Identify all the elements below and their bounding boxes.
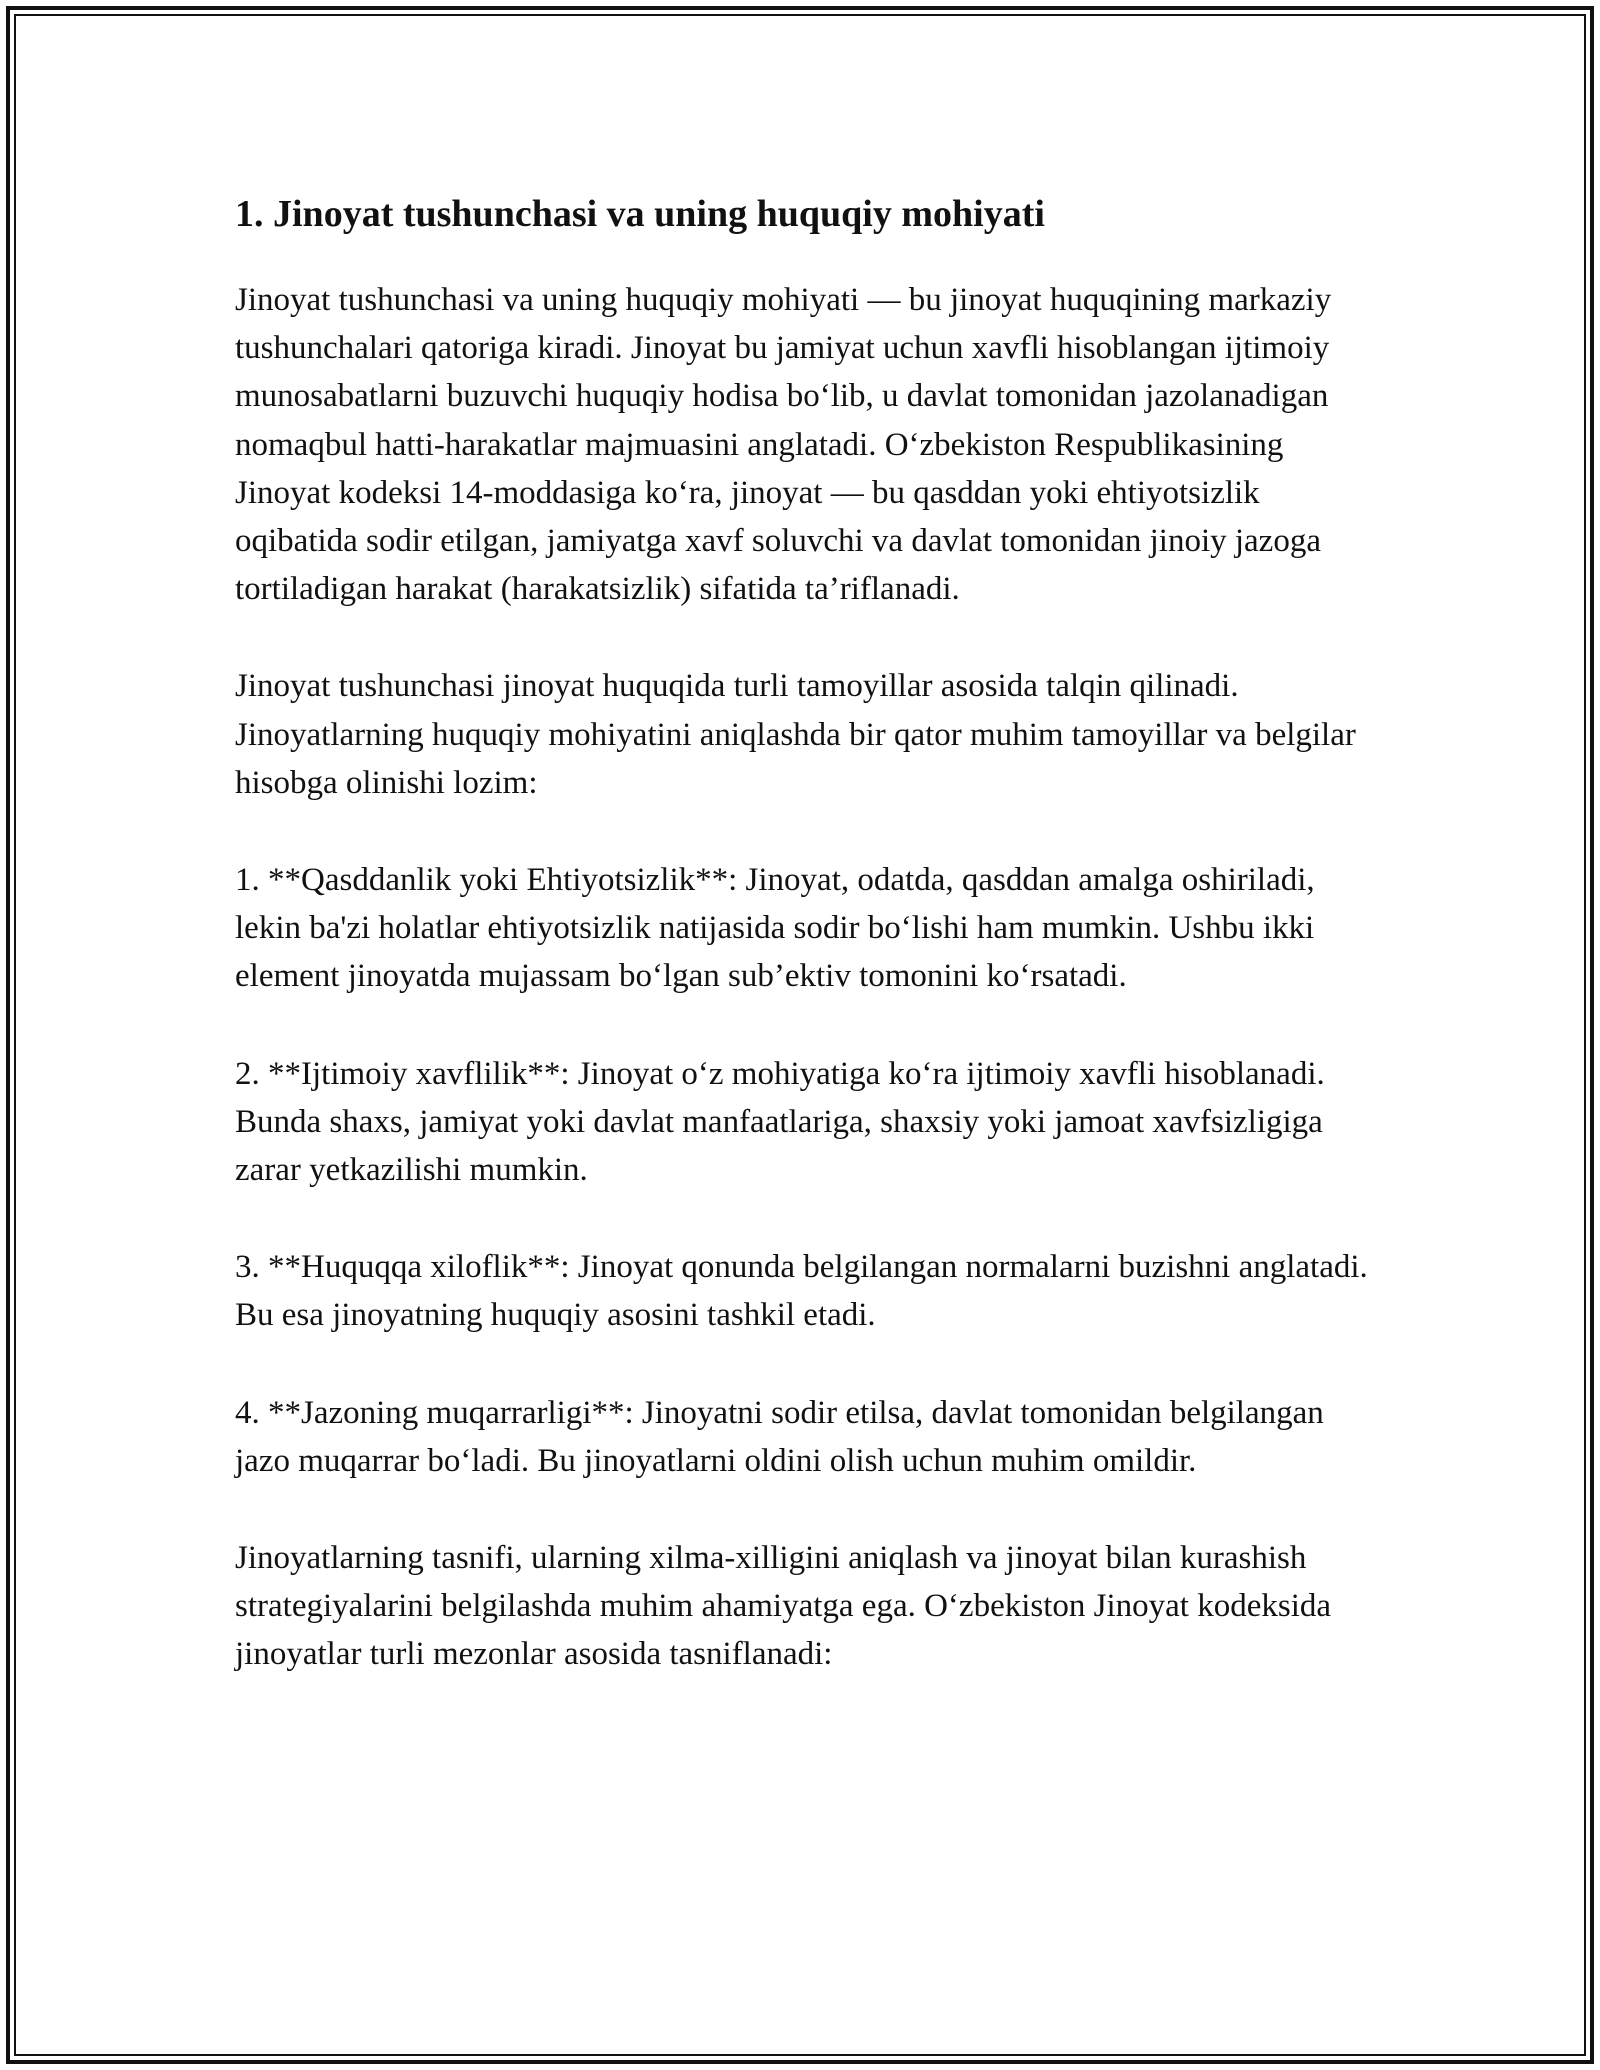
list-item-intent: 1. **Qasddanlik yoki Ehtiyotsizlik**: Jinoyat, odatda, qasddan amalga oshiriladi, lekin ba'zi holatlar ehtiyotsizlik natijasida sodir bo‘lishi ham mumkin. Ushbu ikki element jinoyatda mujassam bo‘lgan sub’ektiv tomonini ko‘rsatadi. [235,862,1315,995]
document-body [235,188,1385,1728]
paragraph-classification: Jinoyatlarning tasnifi, ularning xilma-xilligini aniqlash va jinoyat bilan kurashish strategiyalarini belgilashda muhim ahamiyatga ega. O‘zbekiston Jinoyat kodeksida jinoyatlar turli mezonlar asosida tasniflanadi: [235,1540,1332,1673]
document-title: 1. Jinoyat tushunchasi va uning huquqiy mohiyati [235,193,1045,235]
list-item-punishment: 4. **Jazoning muqarrarligi**: Jinoyatni sodir etilsa, davlat tomonidan belgilangan jazo muqarrar bo‘ladi. Bu jinoyatlarni oldini olish uchun muhim omildir. [235,1394,1324,1479]
list-item-social-danger: 2. **Ijtimoiy xavflilik**: Jinoyat o‘z mohiyatiga ko‘ra ijtimoiy xavfli hisoblanadi. Bunda shaxs, jamiyat yoki davlat manfaatlariga, shaxsiy yoki jamoat xavfsizligiga zarar yetkazilishi mumkin. [235,1055,1325,1189]
list-item-unlawfulness: 3. **Huquqqa xiloflik**: Jinoyat qonunda belgilangan normalarni buzishni anglatadi. Bu esa jinoyatning huquqiy asosini tashkil etadi. [235,1249,1368,1334]
paragraph-definition: Jinoyat tushunchasi va uning huquqiy mohiyati — bu jinoyat huquqining markaziy tushunchalari qatoriga kiradi. Jinoyat bu jamiyat uchun xavfli hisoblangan ijtimoiy munosabatlarni buzuvchi huquqiy hodisa bo‘lib, u davlat tomonidan jazolanadigan nomaqbul hatti-harakatlar majmuasini anglatadi. O‘zbekiston Respublikasining Jinoyat kodeksi 14-moddasiga ko‘ra, jinoyat — bu qasddan yoki ehtiyotsizlik oqibatida sodir etilgan, jamiyatga xavf soluvchi va davlat tomonidan jinoiy jazoga tortiladigan harakat (harakatsizlik) sifatida ta’riflanadi. [235,282,1332,608]
paragraph-principles-intro: Jinoyat tushunchasi jinoyat huquqida turli tamoyillar asosida talqin qilinadi. Jinoyatlarning huquqiy mohiyatini aniqlashda bir qator muhim tamoyillar va belgilar hisobga olinishi lozim: [235,668,1356,801]
